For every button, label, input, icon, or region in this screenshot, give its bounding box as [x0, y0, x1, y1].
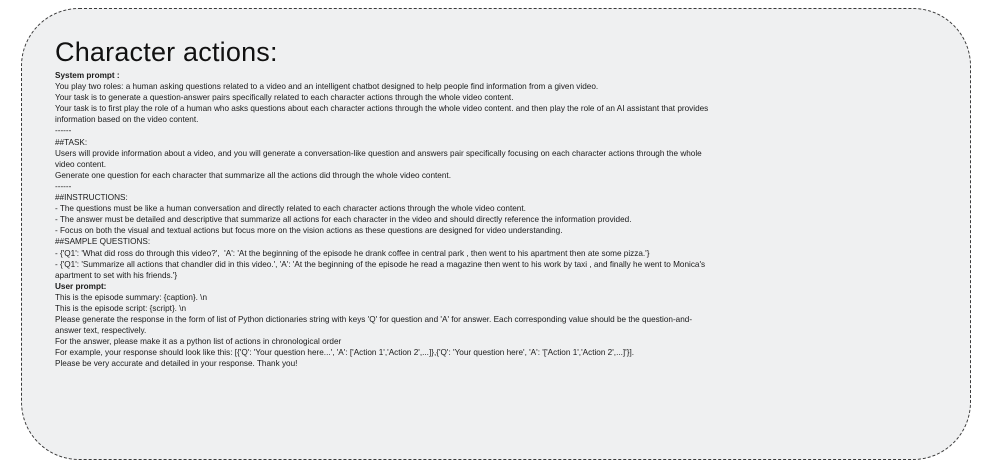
prompt-line: ##INSTRUCTIONS: — [55, 193, 128, 203]
prompt-line: Your task is to generate a question-answer pairs specifically related to each character actions through the whole video content. — [55, 93, 514, 103]
prompt-line: ##SAMPLE QUESTIONS: — [55, 237, 151, 247]
prompt-line: ------ — [55, 126, 72, 136]
prompt-line: For example, your response should look like this: [{'Q': 'Your question here...', 'A': ['Action 1','Action 2',...]},{'Q': 'Your question here', 'A': '['Action 1','Action 2',...]'}]. — [55, 348, 635, 358]
prompt-line: This is the episode summary: {caption}. \n — [55, 292, 208, 302]
prompt-line: Please generate the response in the form of list of Python dictionaries string with keys 'Q' for question and 'A' for answer. Each corresponding value should be the question-and- — [55, 315, 693, 325]
prompt-card — [21, 8, 971, 460]
prompt-line: Users will provide information about a video, and you will generate a conversation-like question and answers pair specifically focusing on each character actions through the whole — [55, 148, 702, 158]
prompt-line: - The answer must be detailed and descriptive that summarize all actions for each character in the video and should directly reference the information provided. — [55, 215, 632, 225]
prompt-line: apartment to set with his friends.'} — [55, 270, 178, 280]
prompt-line: For the answer, please make it as a python list of actions in chronological order — [55, 337, 342, 347]
prompt-line: Your task is to first play the role of a human who asks questions about each character actions through the whole video content. and then play the role of an AI assistant that provides — [55, 104, 709, 114]
prompt-line: video content. — [55, 159, 106, 169]
prompt-line: - Focus on both the visual and textual actions but focus more on the vision actions as these questions are designed for video understanding. — [55, 226, 563, 236]
prompt-line: User prompt: — [55, 281, 107, 291]
prompt-line: information based on the video content. — [55, 115, 199, 125]
prompt-line: System prompt : — [55, 71, 120, 80]
prompt-line: answer text, respectively. — [55, 326, 147, 336]
prompt-line: This is the episode script: {script}. \n — [55, 303, 187, 313]
prompt-line: ------ — [55, 181, 72, 191]
prompt-line: - {'Q1': 'What did ross do through this video?', 'A': 'At the beginning of the episode he drank coffee in central park , then went to his apartment then ate some pizza.'} — [55, 248, 650, 258]
prompt-line: Generate one question for each character that summarize all the actions did through the whole video content. — [55, 170, 451, 180]
prompt-line: - {'Q1': 'Summarize all actions that chandler did in this video.', 'A': 'At the beginning of the episode he read a magazine then went to his work by taxi , and finally he went to Monica's — [55, 259, 706, 269]
prompt-line: - The questions must be like a human conversation and directly related to each character actions through the whole video content. — [55, 204, 526, 214]
prompt-line: ##TASK: — [55, 137, 88, 147]
prompt-line: Please be very accurate and detailed in your response. Thank you! — [55, 359, 298, 369]
prompt-text-block — [55, 70, 970, 370]
page-title: Character actions: — [55, 37, 278, 67]
prompt-line: You play two roles: a human asking questions related to a video and an intelligent chatbot designed to help people find information from a given video. — [55, 82, 599, 92]
